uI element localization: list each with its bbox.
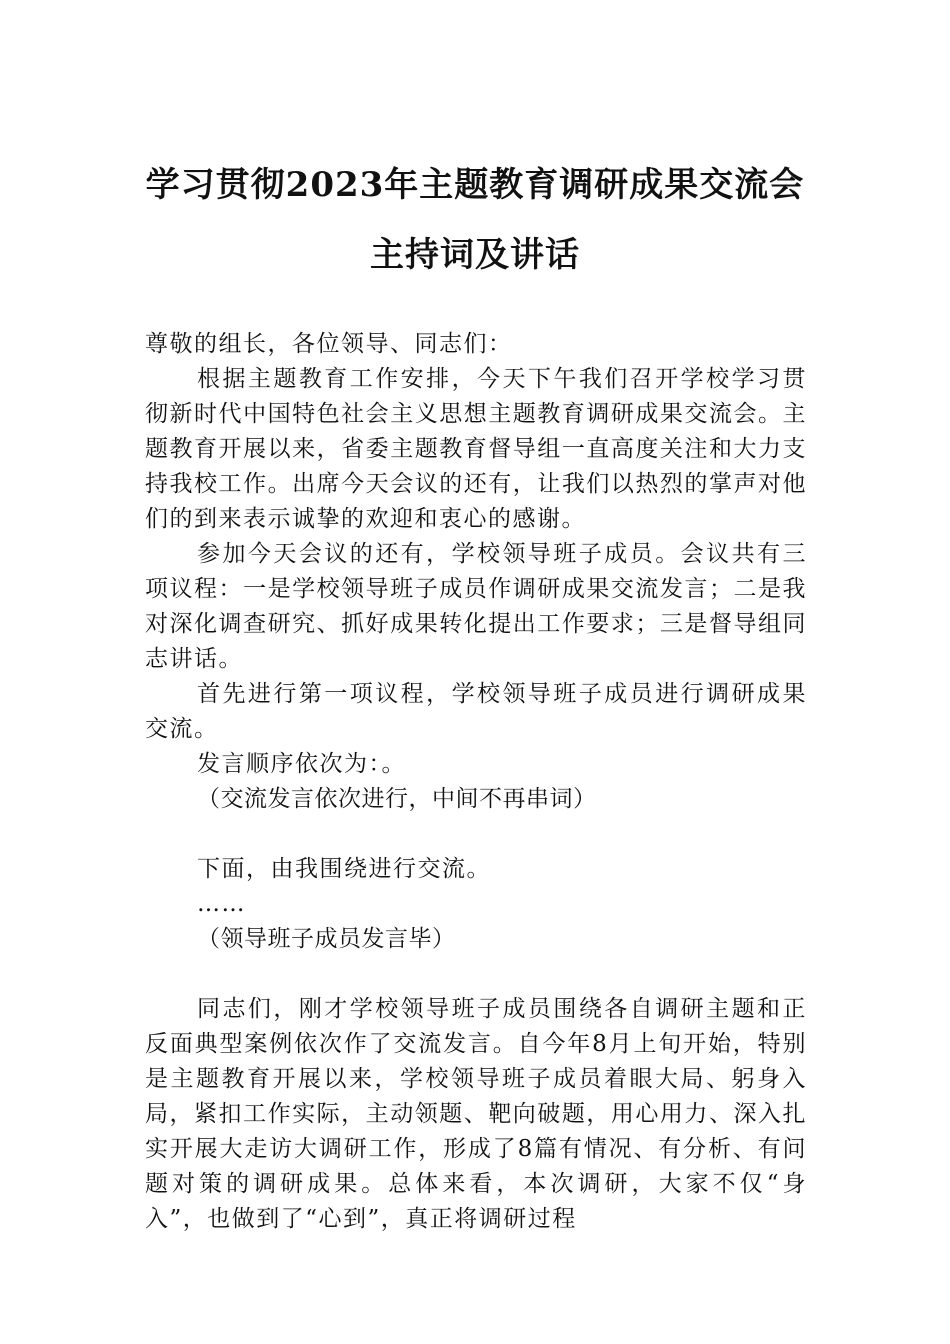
salutation: 尊敬的组长，各位领导、同志们：	[145, 331, 513, 357]
document-title-line2: 主持词及讲话	[370, 235, 580, 275]
document-title-line1: 学习贯彻2023年主题教育调研成果交流会	[145, 165, 805, 205]
paragraph-speech-end-note: （领导班子成员发言毕）	[197, 926, 456, 952]
blank-line	[145, 817, 807, 852]
paragraph-speaking-order: 发言顺序依次为：。	[197, 751, 406, 777]
paragraph-first-item: 首先进行第一项议程，学校领导班子成员进行调研成果交流。	[145, 681, 807, 742]
paragraph-opening: 根据主题教育工作安排，今天下午我们召开学校学习贯彻新时代中国特色社会主义思想主题教育调研成果交流会。主题教育开展以来，省委主题教育督导组一直高度关注和大力支持我校工作。出席今天会议的还有，让我们以热烈的掌声对他们的到来表示诚挚的欢迎和衷心的感谢。	[145, 366, 807, 532]
document-body	[145, 327, 807, 1237]
paragraph-exchange: 下面，由我围绕进行交流。	[197, 856, 491, 882]
paragraph-stage-note: （交流发言依次进行，中间不再串词）	[197, 786, 597, 812]
blank-line	[145, 957, 807, 992]
paragraph-agenda: 参加今天会议的还有，学校领导班子成员。会议共有三项议程：一是学校领导班子成员作调研成果交流发言；二是我对深化调查研究、抓好成果转化提出工作要求；三是督导组同志讲话。	[145, 541, 807, 672]
paragraph-summary: 同志们，刚才学校领导班子成员围绕各自调研主题和正反面典型案例依次作了交流发言。自今年8月上旬开始，特别是主题教育开展以来，学校领导班子成员着眼大局、躬身入局，紧扣工作实际，主动领题、靶向破题，用心用力、深入扎实开展大走访大调研工作，形成了8篇有情况、有分析、有问题对策的调研成果。总体来看，本次调研，大家不仅“身入”，也做到了“心到”，真正将调研过程	[145, 996, 807, 1232]
paragraph-ellipsis: ……	[197, 891, 246, 917]
